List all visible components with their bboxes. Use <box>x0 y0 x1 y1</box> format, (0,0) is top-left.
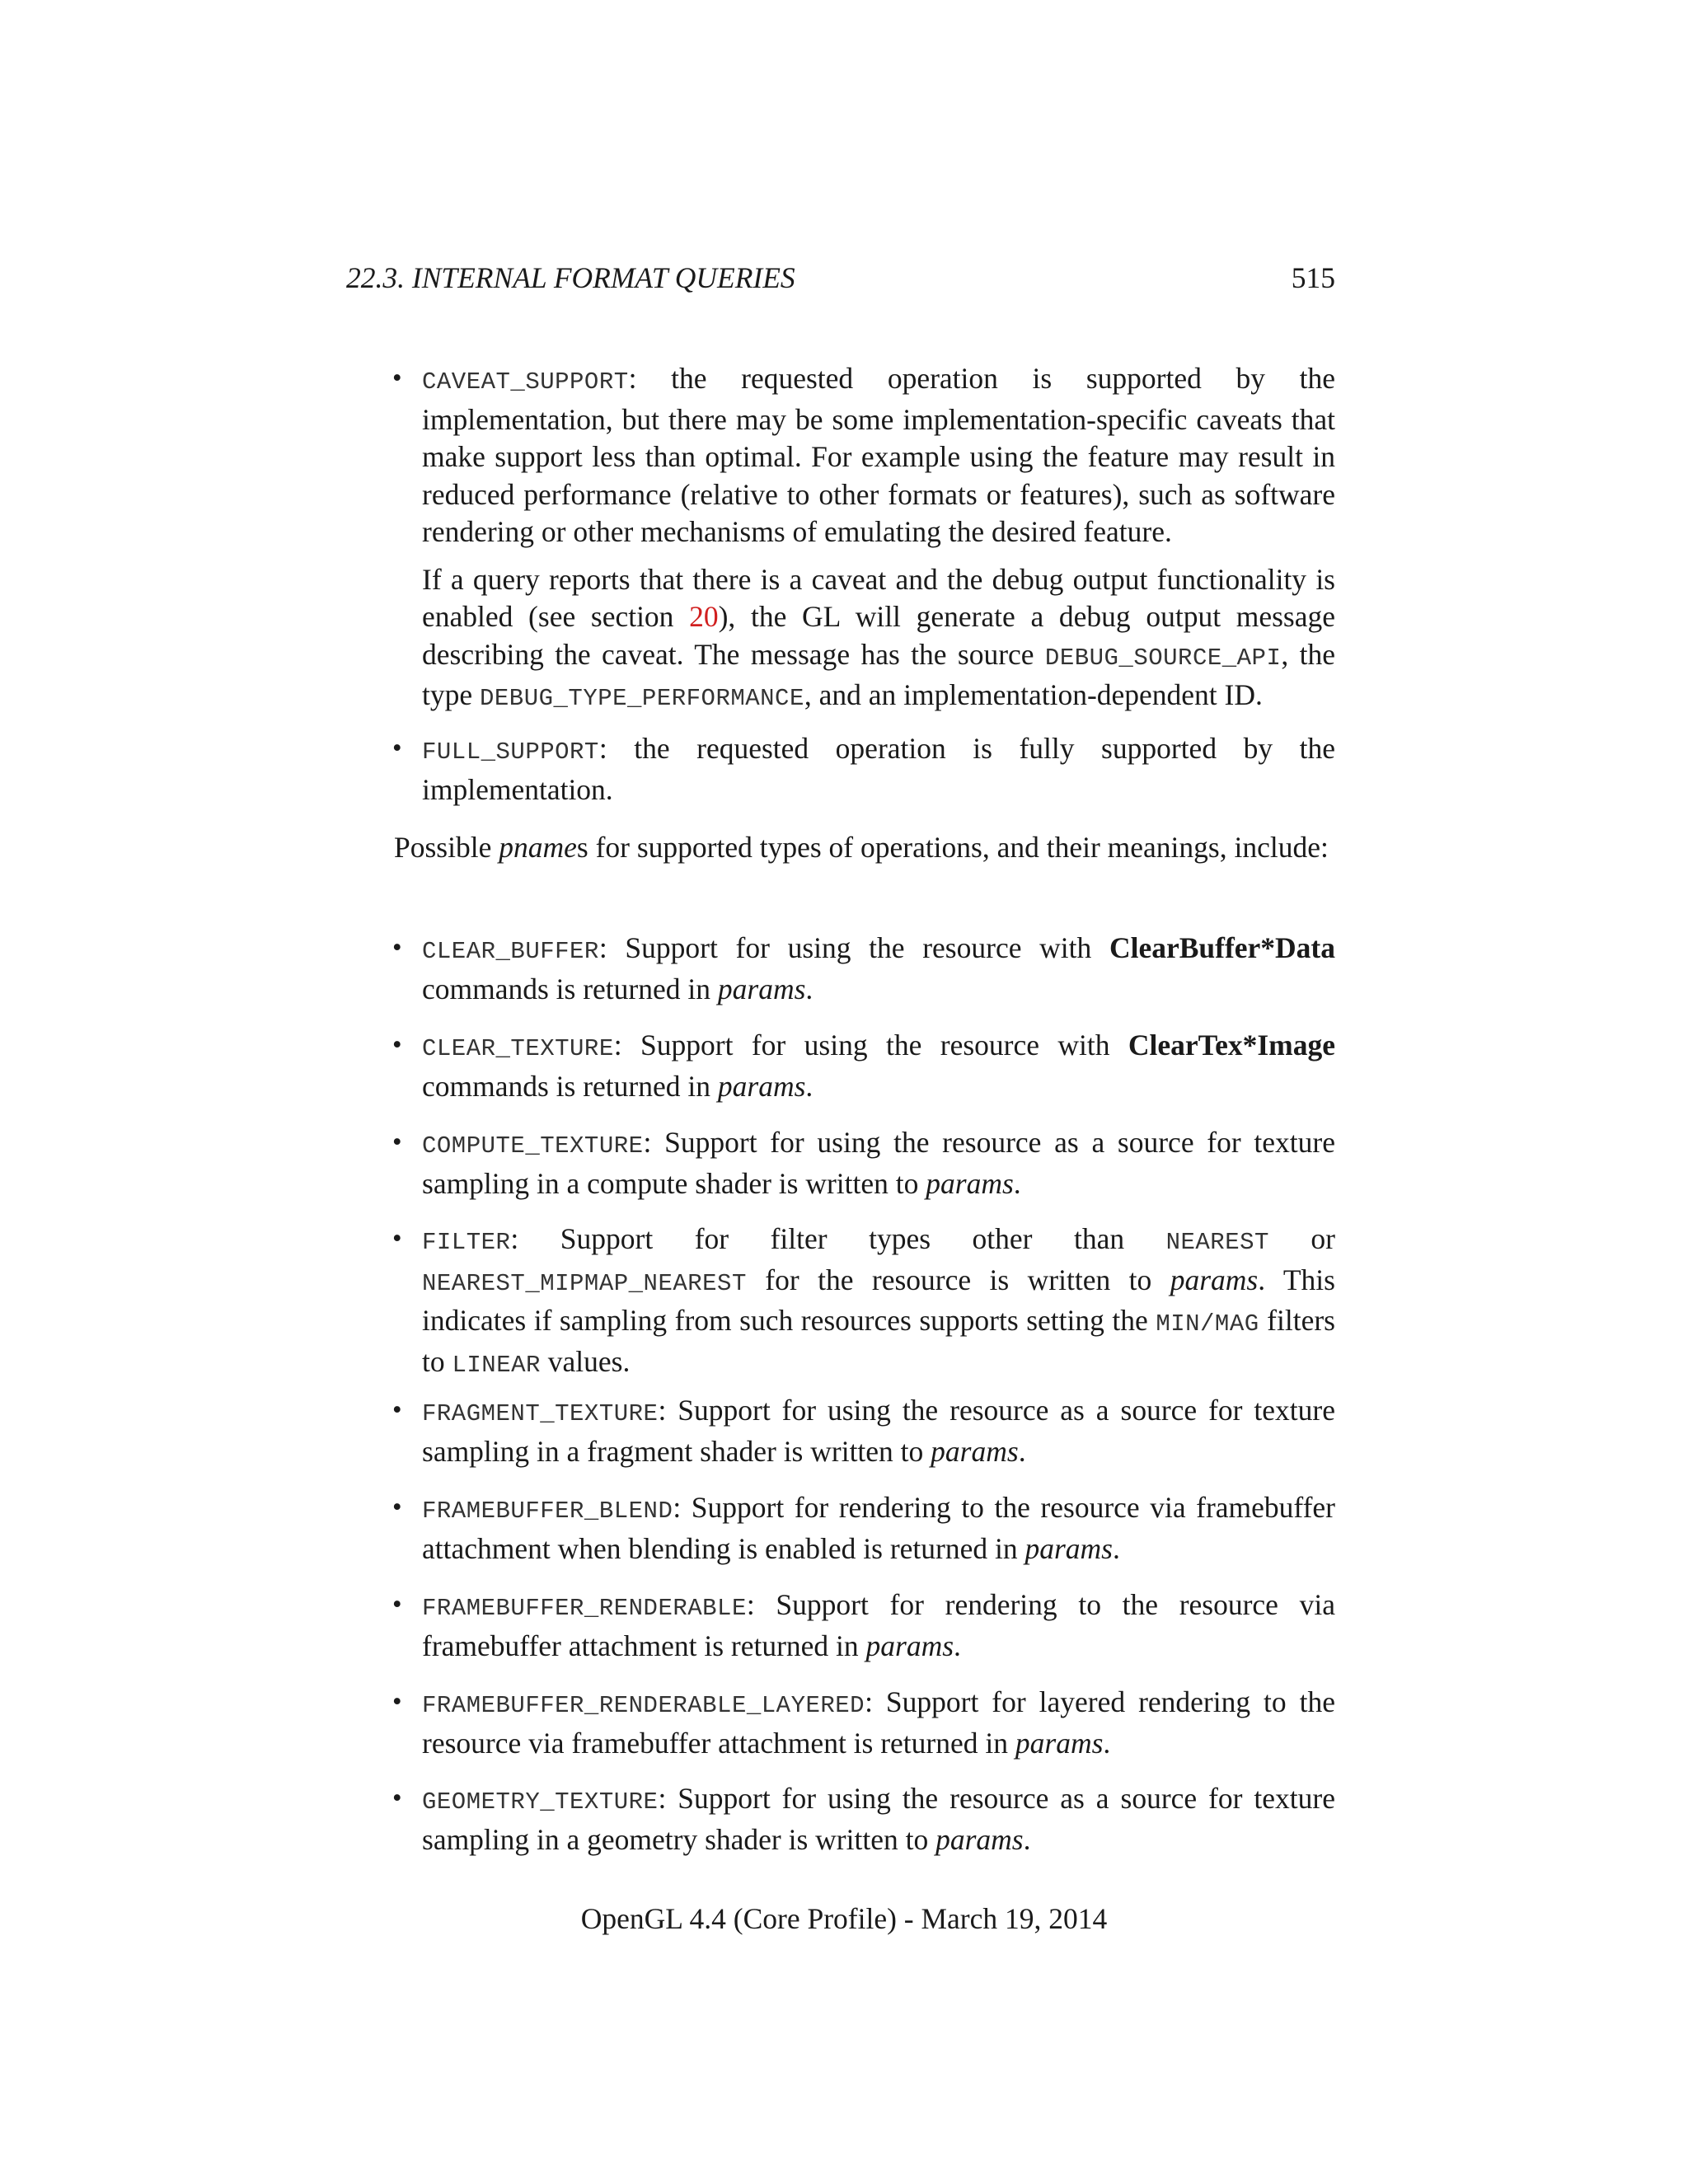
enum-term: COMPUTE_TEXTURE <box>422 1132 644 1160</box>
page-footer: OpenGL 4.4 (Core Profile) - March 19, 2014 <box>580 1902 1108 1935</box>
enum-term: LINEAR <box>452 1351 541 1379</box>
list-item-clear-buffer <box>392 930 1335 1008</box>
list-item-framebuffer-renderable <box>392 1586 1335 1665</box>
item-text: FRAGMENT_TEXTURE: Support for using the resource as a source for texture sampling in a fragment shader is written to params. <box>422 1394 1335 1468</box>
item-text: FRAMEBUFFER_RENDERABLE_LAYERED: Support for layered rendering to the resource via framebuffer attachment is returned in params. <box>422 1685 1335 1760</box>
enum-term: FULL_SUPPORT <box>422 738 599 766</box>
list-item-framebuffer-renderable-layered <box>392 1684 1335 1762</box>
intro-paragraph: Possible pnames for supported types of operations, and their meanings, include: <box>394 831 1329 864</box>
command-name: ClearBuffer*Data <box>1109 931 1335 964</box>
bullet-icon: • <box>392 933 402 963</box>
list-item-full-support <box>392 730 1335 808</box>
caveat-note: If a query reports that there is a caveat and the debug output functionality is enabled (see section 20), the GL will generate a debug output message describing the caveat. The message has the source DEBUG_SOURCE_API, the type DEBUG_TYPE_PERFORMANCE, and an implementation-dependent ID. <box>422 562 1335 712</box>
list-item-framebuffer-blend <box>392 1489 1335 1568</box>
item-text: CLEAR_BUFFER: Support for using the resource with ClearBuffer*Data commands is returned in params. <box>422 931 1335 1005</box>
list-item-clear-texture <box>392 1027 1335 1105</box>
item-text: CLEAR_TEXTURE: Support for using the resource with ClearTex*Image commands is returned in params. <box>422 1029 1335 1103</box>
enum-term: FRAMEBUFFER_RENDERABLE_LAYERED <box>422 1692 865 1719</box>
enum-term: FRAMEBUFFER_BLEND <box>422 1497 673 1525</box>
list-item-compute-texture <box>392 1124 1335 1202</box>
item-text: FRAMEBUFFER_RENDERABLE: Support for rendering to the resource via framebuffer attachment is returned in params. <box>422 1588 1335 1662</box>
enum-term: FRAMEBUFFER_RENDERABLE <box>422 1595 747 1622</box>
enum-term: NEAREST <box>1165 1229 1269 1256</box>
bullet-icon: • <box>392 1127 402 1157</box>
item-text: FULL_SUPPORT: the requested operation is fully supported by the implementation. <box>422 732 1335 806</box>
bullet-icon: • <box>392 733 402 763</box>
bullet-icon: • <box>392 1395 402 1425</box>
list-item-filter <box>392 1221 1335 1384</box>
item-text: FRAMEBUFFER_BLEND: Support for rendering to the resource via framebuffer attachment when blending is enabled is returned in params. <box>422 1491 1335 1565</box>
enum-term: MIN/MAG <box>1156 1310 1259 1338</box>
item-text: FILTER: Support for filter types other than NEAREST or NEAREST_MIPMAP_NEAREST for the resource is written to params. This indicates if sampling from such resources supports setting the MIN/MAG filters to LINEAR values. <box>422 1222 1335 1379</box>
bullet-icon: • <box>392 1493 402 1522</box>
item-text: COMPUTE_TEXTURE: Support for using the resource as a source for texture sampling in a compute shader is written to params. <box>422 1126 1335 1200</box>
enum-term: DEBUG_SOURCE_API <box>1044 644 1282 672</box>
enum-term: CLEAR_TEXTURE <box>422 1035 614 1062</box>
section-title: 22.3. INTERNAL FORMAT QUERIES <box>346 261 795 294</box>
enum-term: GEOMETRY_TEXTURE <box>422 1788 659 1816</box>
command-name: ClearTex*Image <box>1128 1029 1335 1062</box>
bullet-icon: • <box>392 1030 402 1060</box>
enum-term: DEBUG_TYPE_PERFORMANCE <box>480 685 804 712</box>
bullet-icon: • <box>392 1224 402 1254</box>
list-item-fragment-texture <box>392 1392 1335 1470</box>
enum-term: FILTER <box>422 1229 511 1256</box>
enum-term: NEAREST_MIPMAP_NEAREST <box>422 1269 747 1297</box>
enum-term: CAVEAT_SUPPORT <box>422 368 629 396</box>
list-item-caveat-support <box>392 360 1335 718</box>
item-text: CAVEAT_SUPPORT: the requested operation is supported by the implementation, but there may be some implementation-specific caveats that make support less than optimal. For example using the feature may result in reduced performance (relative to other formats or features), such as software rendering or other mechanisms of emulating the desired feature. <box>422 362 1335 548</box>
list-item-geometry-texture <box>392 1780 1335 1858</box>
bullet-icon: • <box>392 1783 402 1813</box>
bullet-icon: • <box>392 1687 402 1717</box>
section-link[interactable]: 20 <box>689 600 719 633</box>
enum-term: CLEAR_BUFFER <box>422 938 599 965</box>
enum-term: FRAGMENT_TEXTURE <box>422 1400 659 1427</box>
item-text: GEOMETRY_TEXTURE: Support for using the resource as a source for texture sampling in a geometry shader is written to params. <box>422 1782 1335 1856</box>
running-header <box>346 257 1335 298</box>
bullet-icon: • <box>392 363 402 393</box>
page-number: 515 <box>1291 261 1335 294</box>
bullet-icon: • <box>392 1590 402 1619</box>
